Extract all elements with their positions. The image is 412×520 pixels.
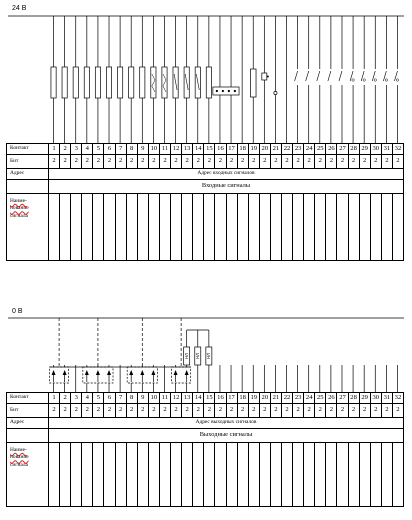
output-signal-table: [6, 392, 404, 507]
signal-name-cell: [115, 194, 126, 261]
signal-name-cell: [381, 443, 392, 507]
input-signals-cell: Входные сигналы: [49, 180, 404, 194]
bit-cell: 2: [104, 404, 115, 418]
bit-cell: 2: [348, 155, 359, 169]
small-relay-symbol: [262, 73, 267, 80]
contact-row: [7, 144, 404, 155]
bit-cell: 2: [304, 155, 315, 169]
bit-cell: 2: [93, 155, 104, 169]
bit-cell: 2: [49, 404, 60, 418]
bit-cell: 2: [381, 155, 392, 169]
contact-number-cell: 9: [137, 393, 148, 404]
signal-name-cell: [137, 194, 148, 261]
contact-number-cell: 10: [148, 144, 159, 155]
relay-coil-symbol: [250, 69, 256, 97]
contact-number-cell: 31: [381, 393, 392, 404]
fuse-symbol: [84, 67, 89, 98]
signal-name-cell: [193, 443, 204, 507]
signal-name-cell: [337, 443, 348, 507]
bit-cell: 2: [193, 404, 204, 418]
bit-cell: 2: [60, 155, 71, 169]
bit-cell: 2: [226, 404, 237, 418]
signal-name-header: [7, 194, 49, 261]
contact-number-cell: 13: [182, 144, 193, 155]
bit-cell: 2: [293, 404, 304, 418]
contact-number-cell: 29: [359, 144, 370, 155]
contact-header: Контакт: [7, 393, 49, 404]
contact-number-cell: 18: [237, 393, 248, 404]
bit-cell: 2: [104, 155, 115, 169]
terminal-dot: [234, 90, 236, 92]
lamp-label: НЛ: [194, 353, 200, 359]
contact-number-cell: 5: [93, 393, 104, 404]
contact-number-cell: 23: [293, 144, 304, 155]
bit-cell: 2: [370, 155, 381, 169]
contact-number-cell: 8: [126, 393, 137, 404]
lamp-symbol: [274, 91, 277, 94]
bit-cell: 2: [204, 155, 215, 169]
bit-cell: 2: [237, 404, 248, 418]
bit-cell: 2: [215, 155, 226, 169]
bit-cell: 2: [226, 155, 237, 169]
bottom-rail-label: 0 В: [12, 308, 23, 315]
bit-cell: 2: [392, 155, 403, 169]
fuse-symbol: [73, 67, 78, 98]
signals-blank: [7, 180, 49, 194]
contact-number-cell: 5: [93, 144, 104, 155]
bit-cell: 2: [259, 404, 270, 418]
lamp-label: НЛ: [205, 353, 211, 359]
contact-number-cell: 1: [49, 144, 60, 155]
fuse-symbol: [129, 67, 134, 98]
top-rail-label: 24 В: [12, 5, 27, 12]
bit-header: Бит: [7, 404, 49, 418]
bit-cell: 2: [259, 155, 270, 169]
button-head: [385, 79, 387, 81]
contact-number-cell: 6: [104, 144, 115, 155]
signals-row: [7, 429, 404, 443]
signal-name-cell: [71, 194, 82, 261]
bit-cell: 2: [148, 404, 159, 418]
signal-name-cell: [370, 443, 381, 507]
signal-name-cell: [293, 443, 304, 507]
input-signal-table: [6, 143, 404, 261]
fuse-symbol: [140, 67, 145, 98]
contact-number-cell: 19: [248, 144, 259, 155]
button-head: [396, 79, 398, 81]
signal-name-cell: [104, 443, 115, 507]
contact-number-cell: 8: [126, 144, 137, 155]
contact-number-cell: 2: [60, 393, 71, 404]
contact-number-cell: 26: [326, 144, 337, 155]
signal-name-cell: [259, 194, 270, 261]
signal-name-cell: [315, 443, 326, 507]
signal-name-cell: [49, 443, 60, 507]
contact-number-cell: 4: [82, 144, 93, 155]
bit-row: [7, 155, 404, 169]
name-label-line2: нование: [10, 454, 29, 461]
contact-number-cell: 11: [159, 393, 170, 404]
contact-header: Контакт: [7, 144, 49, 155]
name-label-line1: Наиме-: [10, 447, 27, 453]
signal-name-cell: [337, 194, 348, 261]
contact-number-cell: 29: [359, 393, 370, 404]
signal-name-cell: [182, 443, 193, 507]
signal-name-row: [7, 194, 404, 261]
contact-number-cell: 20: [259, 393, 270, 404]
bit-cell: 2: [159, 404, 170, 418]
bit-cell: 2: [293, 155, 304, 169]
contact-number-cell: 26: [326, 393, 337, 404]
bit-header: Бит: [7, 155, 49, 169]
signal-name-cell: [49, 194, 60, 261]
bit-cell: 2: [392, 404, 403, 418]
contact-number-cell: 25: [315, 144, 326, 155]
bit-cell: 2: [171, 155, 182, 169]
contact-number-cell: 22: [281, 144, 292, 155]
fuse-symbol: [95, 67, 100, 98]
contact-number-cell: 9: [137, 144, 148, 155]
contact-number-cell: 32: [392, 144, 403, 155]
contact-number-cell: 21: [270, 393, 281, 404]
name-label-line2: нование: [10, 205, 29, 212]
fuse-symbol: [118, 67, 123, 98]
bit-cell: 2: [337, 155, 348, 169]
signal-name-cell: [148, 194, 159, 261]
bit-row: [7, 404, 404, 418]
contact-number-cell: 20: [259, 144, 270, 155]
contact-number-cell: 15: [204, 144, 215, 155]
signal-name-cell: [182, 194, 193, 261]
bit-cell: 2: [315, 404, 326, 418]
contact-number-cell: 30: [370, 144, 381, 155]
bit-cell: 2: [370, 404, 381, 418]
contact-number-cell: 6: [104, 393, 115, 404]
signal-name-cell: [204, 194, 215, 261]
bit-cell: 2: [359, 404, 370, 418]
contact-number-cell: 21: [270, 144, 281, 155]
signal-name-cell: [215, 443, 226, 507]
signal-name-cell: [359, 443, 370, 507]
signal-name-cell: [171, 443, 182, 507]
signals-row: [7, 180, 404, 194]
address-header: Адрес: [7, 169, 49, 180]
bit-cell: 2: [193, 155, 204, 169]
contact-number-cell: 16: [215, 144, 226, 155]
bit-cell: 2: [348, 404, 359, 418]
signal-name-cell: [281, 194, 292, 261]
signal-name-cell: [293, 194, 304, 261]
bit-cell: 2: [49, 155, 60, 169]
contact-number-cell: 25: [315, 393, 326, 404]
signal-name-cell: [193, 194, 204, 261]
sensor-symbol: [206, 67, 211, 98]
contact-number-cell: 27: [337, 144, 348, 155]
bit-cell: 2: [381, 404, 392, 418]
contact-number-cell: 13: [182, 393, 193, 404]
contact-number-cell: 18: [237, 144, 248, 155]
signal-name-cell: [104, 194, 115, 261]
bit-cell: 2: [93, 404, 104, 418]
bit-cell: 2: [270, 155, 281, 169]
signal-name-cell: [270, 443, 281, 507]
signal-name-cell: [381, 194, 392, 261]
bit-cell: 2: [215, 404, 226, 418]
fuse-symbol: [62, 67, 67, 98]
terminal-dot: [267, 76, 269, 78]
signal-name-cell: [359, 194, 370, 261]
contact-number-cell: 11: [159, 144, 170, 155]
bit-cell: 2: [137, 404, 148, 418]
bit-cell: 2: [115, 155, 126, 169]
name-label-line3: сигнала: [10, 461, 28, 468]
signal-name-cell: [93, 443, 104, 507]
contact-number-cell: 2: [60, 144, 71, 155]
signal-name-cell: [126, 443, 137, 507]
signals-blank: [7, 429, 49, 443]
input-address-cell: Адрес входных сигналов: [49, 169, 404, 180]
bit-cell: 2: [115, 404, 126, 418]
bit-cell: 2: [171, 404, 182, 418]
bit-cell: 2: [248, 155, 259, 169]
terminal-dot: [216, 90, 218, 92]
signal-name-cell: [71, 443, 82, 507]
fuse-symbol: [106, 67, 111, 98]
bit-cell: 2: [337, 404, 348, 418]
contact-number-cell: 30: [370, 393, 381, 404]
signal-name-cell: [148, 443, 159, 507]
contact-number-cell: 7: [115, 144, 126, 155]
bit-cell: 2: [137, 155, 148, 169]
bit-cell: 2: [182, 155, 193, 169]
bit-cell: 2: [326, 155, 337, 169]
signal-name-cell: [348, 194, 359, 261]
signal-name-cell: [281, 443, 292, 507]
bit-cell: 2: [304, 404, 315, 418]
bit-cell: 2: [237, 155, 248, 169]
bit-cell: 2: [71, 155, 82, 169]
output-signals-cell: Выходные сигналы: [49, 429, 404, 443]
contact-number-cell: 28: [348, 393, 359, 404]
bit-cell: 2: [281, 155, 292, 169]
signal-name-cell: [93, 194, 104, 261]
button-head: [363, 79, 365, 81]
bit-cell: 2: [126, 155, 137, 169]
signal-name-cell: [215, 194, 226, 261]
contact-number-cell: 10: [148, 393, 159, 404]
bit-cell: 2: [270, 404, 281, 418]
signal-name-cell: [259, 443, 270, 507]
bit-cell: 2: [126, 404, 137, 418]
lamp-label: НЛ: [183, 353, 189, 359]
signal-name-cell: [126, 194, 137, 261]
contact-number-cell: 1: [49, 393, 60, 404]
bit-cell: 2: [359, 155, 370, 169]
address-row: [7, 418, 404, 429]
contact-number-cell: 14: [193, 144, 204, 155]
contact-number-cell: 14: [193, 393, 204, 404]
contact-number-cell: 7: [115, 393, 126, 404]
contact-number-cell: 3: [71, 144, 82, 155]
bit-cell: 2: [326, 404, 337, 418]
contact-number-cell: 28: [348, 144, 359, 155]
signal-name-header: [7, 443, 49, 507]
signal-name-cell: [270, 194, 281, 261]
signal-name-cell: [60, 194, 71, 261]
signal-name-cell: [237, 443, 248, 507]
signal-name-cell: [248, 194, 259, 261]
contact-number-cell: 31: [381, 144, 392, 155]
signal-name-cell: [171, 194, 182, 261]
terminal-dot: [222, 90, 224, 92]
signal-name-cell: [60, 443, 71, 507]
signal-name-row: [7, 443, 404, 507]
bit-cell: 2: [148, 155, 159, 169]
name-label-line3: сигнала: [10, 212, 28, 219]
contact-row: [7, 393, 404, 404]
signal-name-cell: [392, 443, 403, 507]
bit-cell: 2: [82, 155, 93, 169]
contact-number-cell: 16: [215, 393, 226, 404]
signal-name-cell: [304, 194, 315, 261]
contact-number-cell: 23: [293, 393, 304, 404]
signal-name-cell: [237, 194, 248, 261]
signal-name-cell: [315, 194, 326, 261]
contact-number-cell: 24: [304, 393, 315, 404]
bit-cell: 2: [248, 404, 259, 418]
signal-name-cell: [226, 443, 237, 507]
signal-name-cell: [159, 194, 170, 261]
contact-number-cell: 12: [171, 144, 182, 155]
output-address-cell: Адрес выходных сигналов: [49, 418, 404, 429]
signal-name-cell: [82, 194, 93, 261]
signal-name-cell: [115, 443, 126, 507]
signal-name-cell: [204, 443, 215, 507]
contact-number-cell: 17: [226, 393, 237, 404]
address-header: Адрес: [7, 418, 49, 429]
contact-number-cell: 17: [226, 144, 237, 155]
terminal-dot: [228, 90, 230, 92]
name-label-line1: Наиме-: [10, 198, 27, 204]
signal-name-cell: [226, 194, 237, 261]
signal-name-cell: [348, 443, 359, 507]
signal-name-cell: [392, 194, 403, 261]
signal-name-cell: [304, 443, 315, 507]
contact-number-cell: 22: [281, 393, 292, 404]
signal-name-cell: [248, 443, 259, 507]
button-head: [374, 79, 376, 81]
contact-number-cell: 3: [71, 393, 82, 404]
contact-number-cell: 24: [304, 144, 315, 155]
bit-cell: 2: [204, 404, 215, 418]
signal-name-cell: [326, 443, 337, 507]
contact-number-cell: 4: [82, 393, 93, 404]
contact-number-cell: 27: [337, 393, 348, 404]
button-head: [352, 79, 354, 81]
contact-number-cell: 15: [204, 393, 215, 404]
bit-cell: 2: [182, 404, 193, 418]
bit-cell: 2: [60, 404, 71, 418]
bit-cell: 2: [281, 404, 292, 418]
signal-name-cell: [370, 194, 381, 261]
address-row: [7, 169, 404, 180]
contact-number-cell: 12: [171, 393, 182, 404]
bit-cell: 2: [82, 404, 93, 418]
contact-number-cell: 32: [392, 393, 403, 404]
signal-name-cell: [326, 194, 337, 261]
signal-name-cell: [82, 443, 93, 507]
bit-cell: 2: [71, 404, 82, 418]
contact-number-cell: 19: [248, 393, 259, 404]
bit-cell: 2: [315, 155, 326, 169]
fuse-symbol: [51, 67, 56, 98]
signal-name-cell: [159, 443, 170, 507]
bit-cell: 2: [159, 155, 170, 169]
signal-name-cell: [137, 443, 148, 507]
